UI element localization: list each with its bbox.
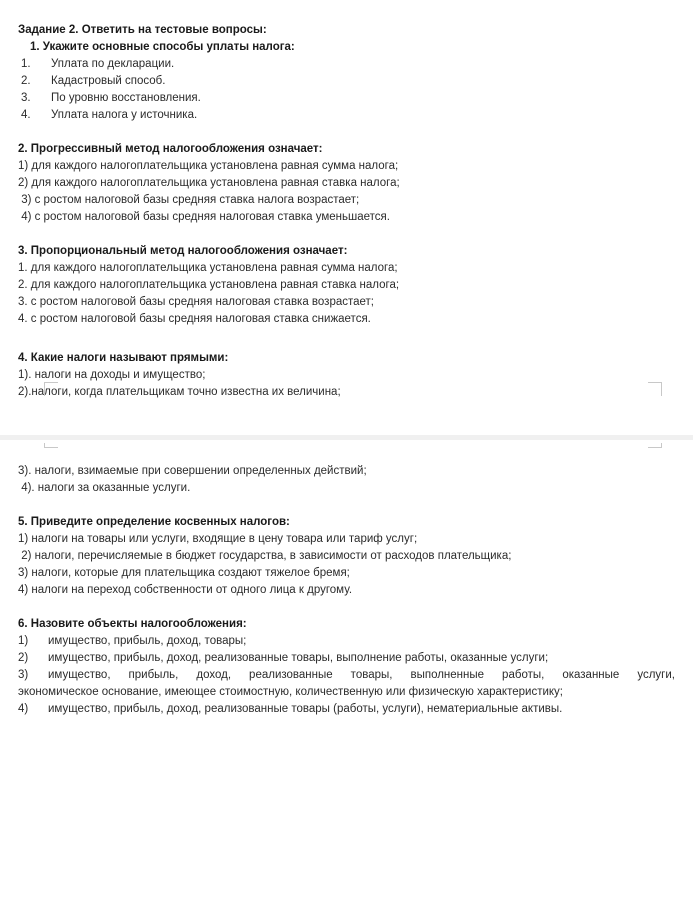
list-item: 2. для каждого налогоплательщика установлена равная ставка налога; bbox=[18, 279, 400, 291]
printed-page-two bbox=[0, 463, 693, 718]
list-item: 4) с ростом налоговой базы средняя налоговая ставка уменьшается. bbox=[18, 211, 390, 223]
list-item bbox=[18, 650, 675, 667]
spacer bbox=[18, 124, 675, 141]
list-marker: 3. bbox=[21, 92, 31, 104]
question-1-heading: 1. Укажите основные способы уплаты налога: bbox=[30, 41, 295, 53]
list-item-continuation: экономическое основание, имеющее стоимостную, количественную или физическую характеристику; bbox=[18, 686, 563, 698]
list-text: имущество, прибыль, доход, реализованные товары (работы, услуги), нематериальные активы. bbox=[48, 703, 563, 715]
page-one-bottom-margin bbox=[0, 401, 693, 431]
list-item bbox=[18, 56, 675, 73]
list-item: 1. для каждого налогоплательщика установлена равная сумма налога; bbox=[18, 262, 398, 274]
list-item: 4) налоги на переход собственности от одного лица к другому. bbox=[18, 584, 353, 596]
list-text: имущество, прибыль, доход, реализованные товары, выполненные работы, оказанные услуги, bbox=[48, 669, 675, 681]
list-item bbox=[18, 73, 675, 90]
list-item: 2).налоги, когда плательщикам точно известна их величина; bbox=[18, 386, 341, 398]
list-item bbox=[18, 90, 675, 107]
list-text: Уплата по декларации. bbox=[51, 58, 175, 70]
spacer bbox=[18, 599, 675, 616]
list-marker: 1) bbox=[18, 635, 29, 647]
question-6-heading: 6. Назовите объекты налогообложения: bbox=[18, 618, 247, 630]
list-marker: 2. bbox=[21, 75, 31, 87]
list-item: 4. с ростом налоговой базы средняя налоговая ставка снижается. bbox=[18, 313, 371, 325]
list-marker: 2) bbox=[18, 652, 29, 664]
list-text: имущество, прибыль, доход, реализованные товары, выполнение работы, оказанные услуги; bbox=[48, 652, 549, 664]
list-marker: 1. bbox=[21, 58, 31, 70]
printed-page-one bbox=[0, 0, 693, 401]
spacer bbox=[18, 328, 675, 350]
list-item: 1). налоги на доходы и имущество; bbox=[18, 369, 206, 381]
page-title: Задание 2. Ответить на тестовые вопросы: bbox=[18, 24, 267, 36]
question-3-list bbox=[18, 260, 675, 328]
question-1-list bbox=[18, 56, 675, 124]
list-item: 3) налоги, которые для плательщика создают тяжелое бремя; bbox=[18, 567, 350, 579]
list-item: 3) с ростом налоговой базы средняя ставка налога возрастает; bbox=[18, 194, 360, 206]
list-item bbox=[18, 107, 675, 124]
list-item bbox=[18, 633, 675, 650]
question-2-list bbox=[18, 158, 675, 226]
question-6-list bbox=[18, 633, 675, 718]
list-marker: 4) bbox=[18, 703, 29, 715]
list-text: По уровню восстановления. bbox=[51, 92, 201, 104]
list-item: 4). налоги за оказанные услуги. bbox=[18, 482, 191, 494]
list-item: 1) налоги на товары или услуги, входящие в цену товара или тариф услуг; bbox=[18, 533, 418, 545]
page-break-separator bbox=[0, 431, 693, 443]
question-3-heading: 3. Пропорциональный метод налогообложения означает: bbox=[18, 245, 348, 257]
question-4-heading: 4. Какие налоги называют прямыми: bbox=[18, 352, 229, 364]
list-item: 2) налоги, перечисляемые в бюджет государства, в зависимости от расходов плательщика; bbox=[18, 550, 512, 562]
page-two-top-margin bbox=[0, 443, 693, 463]
question-4-list-part-one bbox=[18, 367, 675, 401]
list-marker: 3) bbox=[18, 669, 29, 681]
list-marker: 4. bbox=[21, 109, 31, 121]
list-text: имущество, прибыль, доход, товары; bbox=[48, 635, 247, 647]
spacer bbox=[18, 497, 675, 514]
list-text: Кадастровый способ. bbox=[51, 75, 166, 87]
list-item bbox=[18, 667, 675, 684]
question-5-list bbox=[18, 531, 675, 599]
question-5-heading: 5. Приведите определение косвенных налогов: bbox=[18, 516, 290, 528]
list-item: 1) для каждого налогоплательщика установлена равная сумма налога; bbox=[18, 160, 399, 172]
list-text: Уплата налога у источника. bbox=[51, 109, 198, 121]
question-2-heading: 2. Прогрессивный метод налогообложения означает: bbox=[18, 143, 323, 155]
spacer bbox=[18, 226, 675, 243]
question-4-list-part-two bbox=[18, 463, 675, 497]
list-item: 2) для каждого налогоплательщика установлена равная ставка налога; bbox=[18, 177, 400, 189]
list-item: 3). налоги, взимаемые при совершении определенных действий; bbox=[18, 465, 367, 477]
list-item bbox=[18, 701, 675, 718]
list-item: 3. с ростом налоговой базы средняя налоговая ставка возрастает; bbox=[18, 296, 375, 308]
